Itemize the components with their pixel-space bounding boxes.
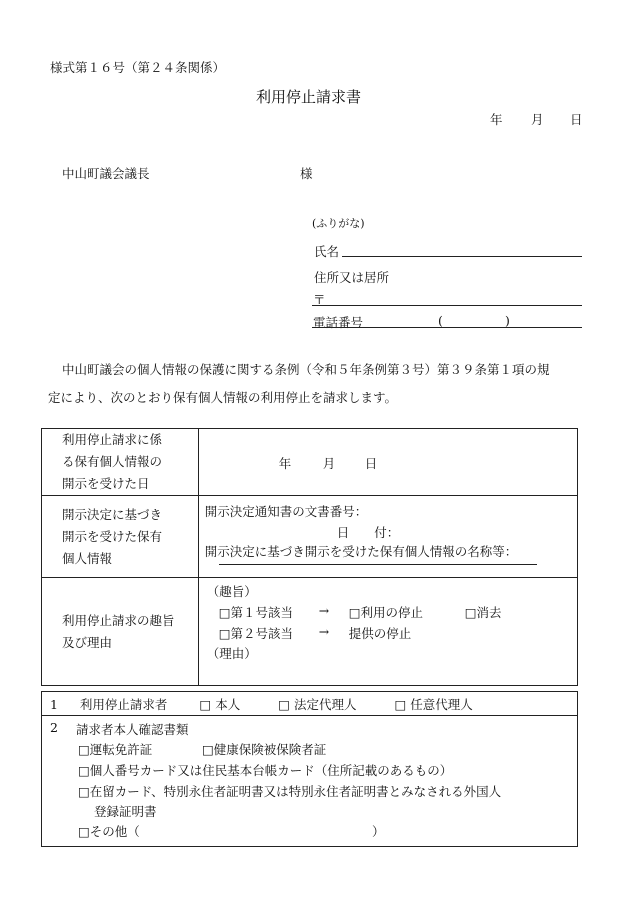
form-number: 様式第１６号（第２４条関係） xyxy=(50,60,226,75)
self-checkbox[interactable]: □ 本人 xyxy=(199,696,241,712)
legal-agent-checkbox[interactable]: □ 法定代理人 xyxy=(278,696,357,712)
table-row xyxy=(42,716,578,847)
address-field[interactable] xyxy=(312,305,582,306)
requester-id-table xyxy=(41,691,578,847)
page-title: 利用停止請求書 xyxy=(256,88,362,106)
intro-line-1: 中山町議会の個人情報の保護に関する条例（令和５年条例第３号）第３９条第１項の規 xyxy=(62,362,550,377)
phone-paren-close: ) xyxy=(505,313,510,328)
address-label: 住所又は居所 xyxy=(314,270,390,285)
license-checkbox[interactable]: □運転免許証 xyxy=(78,742,153,757)
phone-field[interactable] xyxy=(312,327,582,328)
stop-provide-label: 提供の停止 xyxy=(348,626,412,641)
stop-use-checkbox[interactable]: □利用の停止 xyxy=(348,605,424,620)
purpose-reason-label: 利用停止請求の趣旨 及び理由 xyxy=(42,578,199,686)
id-documents-cell xyxy=(42,716,578,847)
phone-paren-open: ( xyxy=(438,313,443,328)
received-date-field[interactable] xyxy=(198,429,577,496)
erase-checkbox[interactable]: □消去 xyxy=(464,605,502,620)
disclosed-info-label: 開示決定に基づき 開示を受けた保有 個人情報 xyxy=(42,496,199,578)
info-name-label: 開示決定に基づき開示を受けた保有個人情報の名称等： xyxy=(204,544,518,559)
date-day: 日 xyxy=(570,112,583,127)
insurance-checkbox[interactable]: □健康保険被保険者証 xyxy=(202,742,327,757)
purpose-reason-field[interactable] xyxy=(198,578,577,686)
table-row xyxy=(42,429,578,496)
received-day: 日 xyxy=(364,456,378,471)
item2-checkbox[interactable]: □第２号該当 xyxy=(218,626,294,641)
table-row xyxy=(42,578,578,686)
disclosed-info-field[interactable] xyxy=(198,496,577,578)
arrow-icon: → xyxy=(318,603,330,618)
doc-date-label: 日 付： xyxy=(336,525,400,540)
addressee: 中山町議会議長 xyxy=(62,166,150,181)
residence-card-checkbox[interactable]: □在留カード、特別永住者証明書又は特別永住者証明書とみなされる外国人 xyxy=(78,784,502,799)
id-documents-label: 請求者本人確認書類 xyxy=(76,722,189,737)
received-month: 月 xyxy=(322,456,336,471)
requester-type-label: 利用停止請求者 xyxy=(79,696,168,712)
section-2-number: 2 xyxy=(50,720,58,735)
addressee-suffix: 様 xyxy=(300,166,313,181)
postal-mark: 〒 xyxy=(313,292,326,307)
purpose-heading: （趣旨） xyxy=(206,584,257,599)
table-row xyxy=(42,692,578,716)
voluntary-agent-checkbox[interactable]: □ 任意代理人 xyxy=(394,696,473,712)
name-field[interactable] xyxy=(342,256,582,257)
intro-line-2: 定により、次のとおり保有個人情報の利用停止を請求します。 xyxy=(48,390,398,405)
reason-heading: （理由） xyxy=(206,646,257,661)
residence-card-cont: 登録証明書 xyxy=(94,804,157,819)
other-close-paren: ） xyxy=(372,824,385,839)
table-row xyxy=(42,496,578,578)
request-table xyxy=(41,428,578,686)
arrow-icon: → xyxy=(318,624,330,639)
other-checkbox[interactable]: □その他（ xyxy=(78,824,140,839)
item1-checkbox[interactable]: □第１号該当 xyxy=(218,605,294,620)
phone-label: 電話番号 xyxy=(313,315,364,330)
doc-number-label: 開示決定通知書の文書番号： xyxy=(204,504,368,519)
received-date-label: 利用停止請求に係 る保有個人情報の 開示を受けた日 xyxy=(42,429,199,496)
date-year: 年 xyxy=(490,112,503,127)
received-year: 年 xyxy=(278,456,292,471)
section-1-number: 1 xyxy=(50,696,58,712)
requester-type-row xyxy=(42,692,578,716)
mynumber-checkbox[interactable]: □個人番号カード又は住民基本台帳カード（住所記載のあるもの） xyxy=(78,763,453,778)
name-label: 氏名 xyxy=(314,244,340,259)
furigana-label: (ふりがな) xyxy=(312,217,365,230)
info-name-field[interactable] xyxy=(219,564,537,565)
date-month: 月 xyxy=(531,112,544,127)
